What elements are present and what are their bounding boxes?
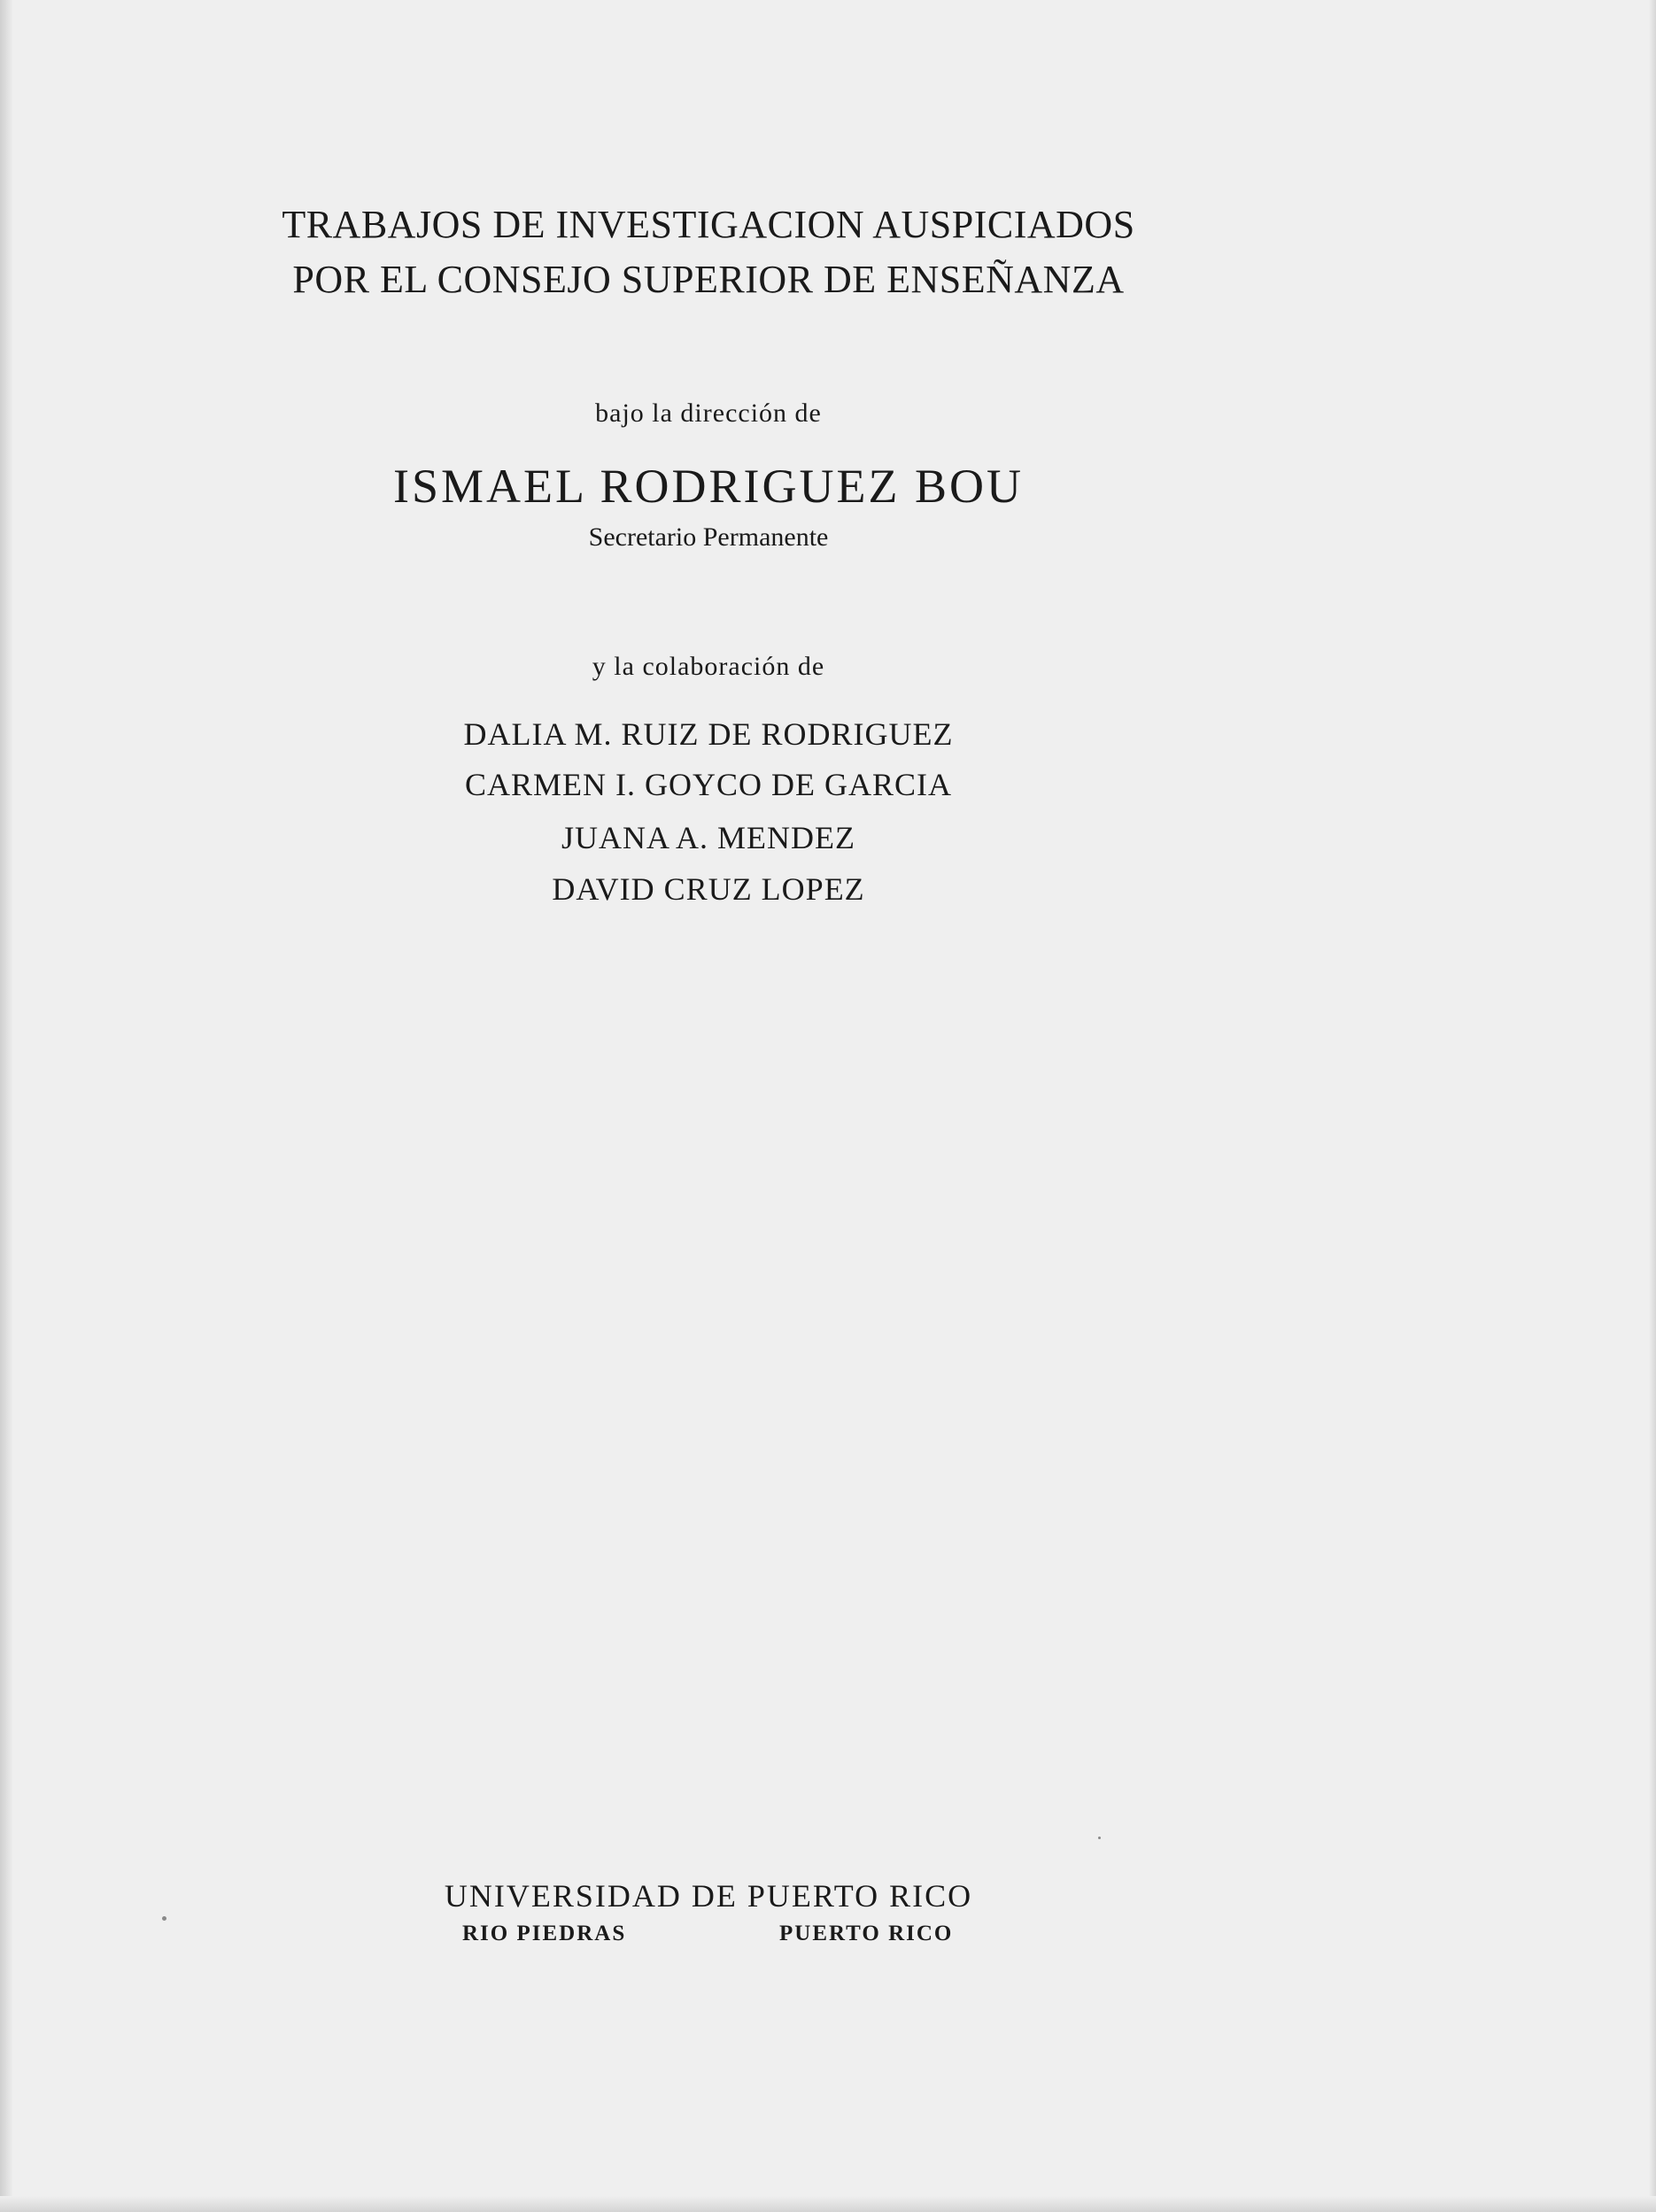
director-name: ISMAEL RODRIGUEZ BOU xyxy=(393,460,1024,513)
title-line-1: TRABAJOS DE INVESTIGACION AUSPICIADOS xyxy=(282,203,1135,246)
direction-intro: bajo la dirección de xyxy=(595,398,822,428)
scan-speck xyxy=(1098,1837,1101,1839)
scan-edge-bottom xyxy=(0,2196,1656,2212)
collaborator-name: CARMEN I. GOYCO DE GARCIA xyxy=(464,767,952,802)
publisher-city: RIO PIEDRAS xyxy=(462,1922,627,1945)
title-line-2: POR EL CONSEJO SUPERIOR DE ENSEÑANZA xyxy=(292,258,1125,301)
scan-edge-right xyxy=(1649,0,1656,2212)
collaboration-intro: y la colaboración de xyxy=(592,652,825,681)
collaborator-name: DALIA M. RUIZ DE RODRIGUEZ xyxy=(463,716,954,752)
scan-speck xyxy=(162,1916,166,1921)
collaborator-name: JUANA A. MENDEZ xyxy=(561,820,855,855)
publisher-country: PUERTO RICO xyxy=(779,1922,954,1945)
publisher-name: UNIVERSIDAD DE PUERTO RICO xyxy=(444,1878,973,1914)
collaborator-name: DAVID CRUZ LOPEZ xyxy=(552,871,865,907)
director-role: Secretario Permanente xyxy=(588,522,829,552)
